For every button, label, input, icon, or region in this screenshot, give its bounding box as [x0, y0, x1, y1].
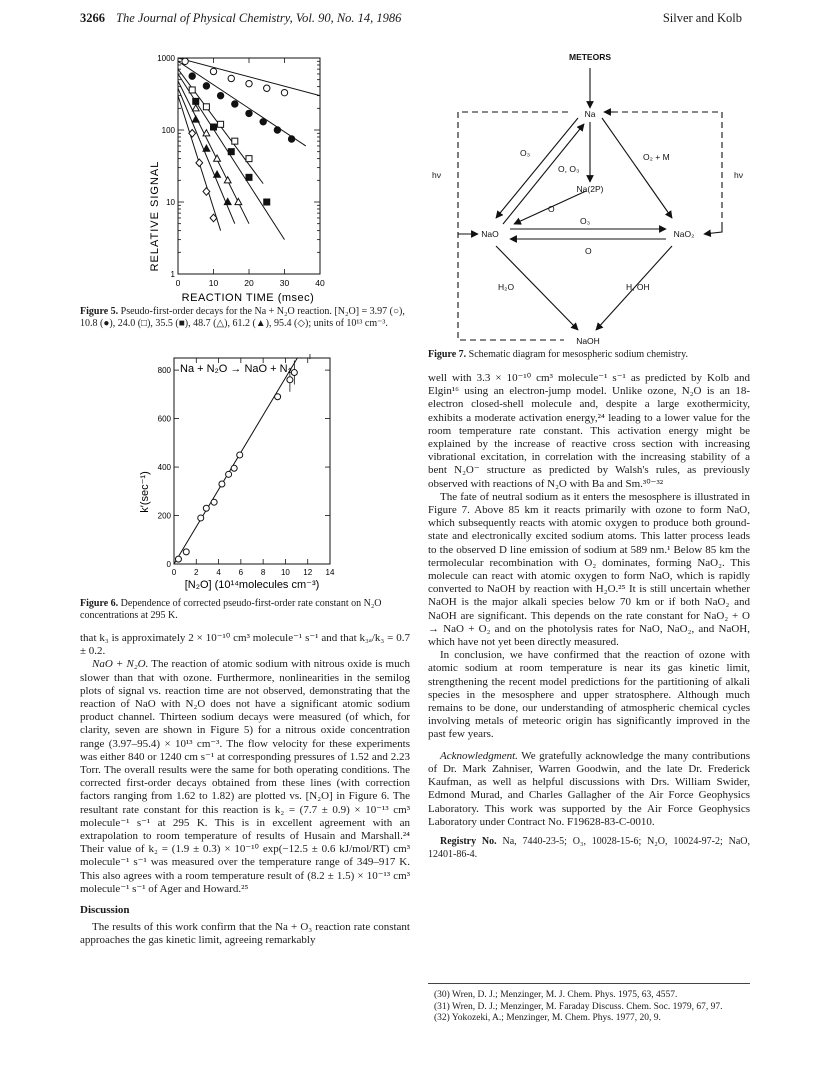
fig6-x-tick-label: 12 — [303, 568, 313, 577]
fig5-point — [228, 75, 234, 81]
label-hv-left: hν — [432, 170, 441, 180]
fig5-y-tick-label: 10 — [166, 198, 175, 207]
fig6-y-tick-label: 600 — [157, 414, 171, 424]
fig5-x-tick-label: 0 — [175, 278, 181, 288]
registry-numbers — [428, 835, 750, 861]
fig6-point — [175, 556, 181, 562]
fig5-point — [189, 87, 195, 93]
fig5-point — [211, 124, 217, 130]
edge-o-o3: O, O₃ — [558, 164, 580, 174]
figure-5-caption — [80, 306, 410, 329]
paragraph: The fate of neutral sodium as it enters the mesosphere is illustrated in Figure 7. Above 85 km it reacts primarily with ozone to form NaO, which subsequently reacts with atomic oxygen to produce both ground-state and electronically excited sodium atoms. This latter process leads to the observed D line emission of sodium at 589 nm.¹ Below 85 km the termolecular recombination with O₂ dominates, forming NaO₂. This molecule can react with atomic oxygen to form NaO, which is rapidly converted to NaOH by reaction with H₂O.²⁵ It is still uncertain whether NaOH is the major alkali species below 70 km or if both NaO₂ and NaOH are significant. This depends on the rate constant for NaO₂ + O → NaO + O₂ and on the photolysis rates for NaO, NaO₂, and NaOH, which have not yet been directly measured. — [428, 490, 750, 649]
node-nao2: NaO₂ — [673, 229, 695, 239]
paragraph-body: The reaction of atomic sodium with nitrous oxide is much slower than that with ozone. Furthermore, nonlinearities in the semilog plots of signal vs. reaction time are not observed, demonstrating that the reaction of NaO with N₂O does not have a significant atomic sodium product channel. Thirteen sodium decays were measured (of which, for clarity, seven are shown in Figure 5) for a nitrous oxide concentration range (3.97–95.4) × 10¹³ cm⁻³. The flow velocity for these experiments was either 840 or 1240 cm s⁻¹ at corresponding pressures of 1.52 and 2.23 Torr. The overall results were the same for both operating conditions. The corrected first-order decays obtained from these lines (with correction factors ranging from 1.62 to 1.82) are plotted vs. [N₂O] in Figure 6. The resultant rate constant for this reaction is k₂ = (7.7 ± 0.9) × 10⁻¹³ cm³ molecule⁻¹ s⁻¹ at 295 K. This is in excellent agreement with an extrapolation to room temperature of results of Husain and Marshall.²⁴ Their value of k₂ = (1.9 ± 0.3) × 10⁻¹⁰ exp(−12.5 ± 0.6 kJ/mol/RT) cm³ molecule⁻¹ s⁻¹ was measured over the temperature range of 349–917 K. This also agrees with a room temperature result of (8.2 ± 1.5) × 10⁻¹³ cm³ molecule⁻¹ s⁻¹ of Ager and Howard.²⁵ — [80, 658, 410, 895]
journal-title: The Journal of Physical Chemistry, Vol. 90, No. 14, 1986 — [116, 11, 402, 25]
fig6-point — [291, 370, 297, 376]
fig6-ylabel: k′(sec⁻¹) — [139, 471, 151, 513]
fig5-point — [232, 101, 238, 107]
fig5-point — [246, 174, 252, 180]
fig5-x-tick-label: 20 — [244, 278, 254, 288]
fig6-point — [231, 465, 237, 471]
fig6-y-tick-label: 800 — [157, 366, 171, 376]
fig5-point — [182, 58, 188, 64]
fig5-point — [203, 145, 210, 151]
references-divider — [428, 983, 750, 984]
fig5-point — [246, 110, 252, 116]
fig5-point — [246, 156, 252, 162]
paragraph — [80, 658, 410, 896]
fig6-point — [226, 471, 232, 477]
fig5-x-tick-label: 10 — [208, 278, 219, 288]
fig6-xlabel: [N₂O] (10¹⁴molecules cm⁻³) — [184, 579, 320, 591]
fig6-inset-label: Na + N₂O → NaO + N₂ — [180, 363, 292, 375]
fig7-caption-label: Figure 7. — [428, 349, 467, 360]
fig5-point — [260, 119, 266, 125]
reference-item: (30) Wren, D. J.; Menzinger, M. J. Chem. Phys. 1975, 63, 4557. — [434, 990, 678, 1000]
fig6-y-tick-label: 200 — [157, 511, 171, 521]
edge-o3-b: O₃ — [580, 216, 591, 226]
fig6-point — [287, 377, 293, 383]
fig5-point — [274, 127, 280, 133]
paragraph-head: NaO + N₂O. — [92, 658, 149, 671]
fig5-x-tick-label: 40 — [315, 278, 325, 288]
fig6-point — [211, 499, 217, 505]
fig5-point — [264, 85, 270, 91]
fig6-plot-frame — [174, 358, 330, 564]
fig6-x-tick-label: 6 — [238, 568, 244, 577]
fig7-caption-text: Schematic diagram for mesospheric sodium chemistry. — [468, 349, 688, 360]
fig5-point — [203, 83, 209, 89]
fig5-point — [228, 149, 234, 155]
fig6-x-tick-label: 0 — [171, 568, 177, 577]
fig5-y-tick-label: 1000 — [157, 54, 175, 63]
label-hv-right: hν — [734, 170, 743, 180]
fig5-point — [214, 171, 221, 177]
fig5-point — [214, 155, 221, 161]
node-na2p: Na(2P) — [576, 184, 604, 194]
fig6-x-tick-label: 8 — [260, 568, 266, 577]
fig5-point — [196, 159, 203, 167]
fig5-xlabel: REACTION TIME (msec) — [181, 292, 315, 304]
registry-body: Na, 7440-23-5; O₃, 10028-15-6; N₂O, 10024-97-2; NaO, 12401-86-4. — [428, 835, 750, 861]
figure-6-caption — [80, 598, 410, 621]
fig6-point — [237, 452, 243, 458]
fig6-y-tick-label: 400 — [157, 463, 171, 473]
references — [428, 990, 750, 1025]
fig5-point — [246, 80, 252, 86]
fig5-point — [189, 73, 195, 79]
section-heading-discussion: Discussion — [80, 904, 130, 917]
fig5-point — [203, 104, 209, 110]
left-column-text — [80, 632, 410, 948]
fig5-point — [235, 198, 242, 204]
fig5-point — [264, 199, 270, 205]
edge-o2m: O₂ + M — [643, 152, 670, 162]
running-header — [80, 11, 742, 29]
registry-head: Registry No. — [440, 835, 497, 847]
paragraph: well with 3.3 × 10⁻¹⁰ cm³ molecule⁻¹ s⁻¹ as predicted by Kolb and Elgin¹⁶ using an electron-jump model. Unlike ozone, N₂O is an 18-electron closed-shell molecule and, despite a large exothermicity, exhibits a moderate activation energy,²⁴ leading to a lower value for the room temperature rate constant. This activation energy might be explained by the increase of reactive cross section with increasing vibrational excitation, in correlation with the increasing stability of a bent N₂O⁻ structure as predicted by Walsh's rules, as previously observed with reactions of N₂O with Ba and Sm.³⁰⁻³² — [428, 372, 750, 490]
fig5-point — [232, 138, 238, 144]
fig5-point — [224, 177, 231, 183]
fig6-x-tick-label: 2 — [194, 568, 199, 577]
ack-body: We gratefully acknowledge the many contributions of Dr. Mark Zahniser, Warren Goodwin, and the late Dr. Frederick Kaufman, as well as helpful discussions with Drs. William Swider, Edmond Murad, and Charles Gallagher of the Air Force Geophysics Laboratory. This work was supported by the Air Force Geophysics Laboratory under Contract No. F19628-83-C-0010. — [428, 749, 750, 828]
edge-h-oh: H, OH — [626, 282, 650, 292]
ack-head: Acknowledgment. — [440, 749, 518, 762]
fig5-y-tick-label: 1 — [170, 270, 175, 279]
fig5-y-tick-label: 100 — [161, 126, 175, 135]
fig6-point — [203, 505, 209, 511]
fig6-point — [183, 549, 189, 555]
fig5-point — [210, 68, 216, 74]
fig6-point — [219, 481, 225, 487]
node-na: Na — [584, 109, 596, 119]
fig5-point — [189, 129, 196, 137]
fig6-caption-text: Dependence of corrected pseudo-first-order rate constant on N₂O concentrations at 295 K. — [80, 598, 382, 621]
right-column-text — [428, 372, 750, 861]
fig6-x-tick-label: 10 — [280, 568, 290, 577]
fig5-point — [281, 89, 287, 95]
node-naoh: NaOH — [576, 336, 600, 346]
edge-h2o: H₂O — [498, 282, 515, 292]
reference-item: (32) Yokozeki, A.; Menzinger, M. Chem. Phys. 1977, 20, 9. — [434, 1013, 661, 1023]
paragraph: The results of this work confirm that the Na + O₃ reaction rate constant approaches the gas kinetic limit, agreeing remarkably — [80, 921, 410, 947]
node-nao: NaO — [481, 229, 499, 239]
fig5-point — [218, 121, 224, 127]
figure-6-chart — [110, 354, 390, 594]
fig5-point — [192, 116, 199, 122]
fig5-point — [193, 98, 199, 104]
edge-o-b: O — [585, 246, 592, 256]
fig6-point — [198, 515, 204, 521]
fig5-point — [288, 136, 294, 142]
fig5-ylabel: RELATIVE SIGNAL — [149, 160, 161, 272]
figure-7-diagram — [428, 46, 750, 346]
node-meteors: METEORS — [568, 52, 612, 62]
fig6-point — [275, 394, 281, 400]
fig5-fit-line — [178, 58, 320, 96]
fig6-y-tick-label: 0 — [166, 560, 171, 569]
page-number: 3266 — [80, 11, 105, 25]
fig5-caption-text: Pseudo-first-order decays for the Na + N₂O reaction. [N₂O] = 3.97 (○), 10.8 (●), 24.0 (□), 35.5 (■), 48.7 (△), 61.2 (▲), 95.4 (◇); units of 10¹³ cm⁻³. — [80, 306, 405, 329]
fig6-fit-line — [174, 354, 330, 564]
paragraph: In conclusion, we have confirmed that the reaction of ozone with atomic sodium at room temperature is near its gas kinetic limit, strengthening the recent model predictions for the partitioning of alkali species in the mesosphere and upper stratosphere. Although much remains to be done, our understanding of atmospheric chemical cycles involving metals of meteoric origin has significantly improved in the past few years. — [428, 649, 750, 741]
fig6-x-tick-label: 14 — [325, 568, 335, 577]
fig6-x-tick-label: 4 — [216, 568, 221, 577]
edge-o-a: O — [548, 204, 555, 214]
fig5-x-tick-label: 30 — [279, 278, 290, 288]
fig5-point — [217, 92, 223, 98]
author-names: Silver and Kolb — [662, 11, 742, 25]
figure-5-chart — [80, 46, 410, 306]
paragraph: that k₃ is approximately 2 × 10⁻¹⁰ cm³ molecule⁻¹ s⁻¹ and that k₃ₐ/k₃ = 0.7 ± 0.2. — [80, 632, 410, 658]
figure-7-caption — [428, 349, 750, 361]
reference-item: (31) Wren, D. J.; Menzinger, M. Faraday Discuss. Chem. Soc. 1979, 67, 97. — [434, 1001, 723, 1012]
acknowledgment — [428, 750, 750, 829]
fig6-caption-label: Figure 6. — [80, 598, 119, 609]
fig5-caption-label: Figure 5. — [80, 306, 119, 317]
edge-o3-a: O₃ — [520, 148, 531, 158]
